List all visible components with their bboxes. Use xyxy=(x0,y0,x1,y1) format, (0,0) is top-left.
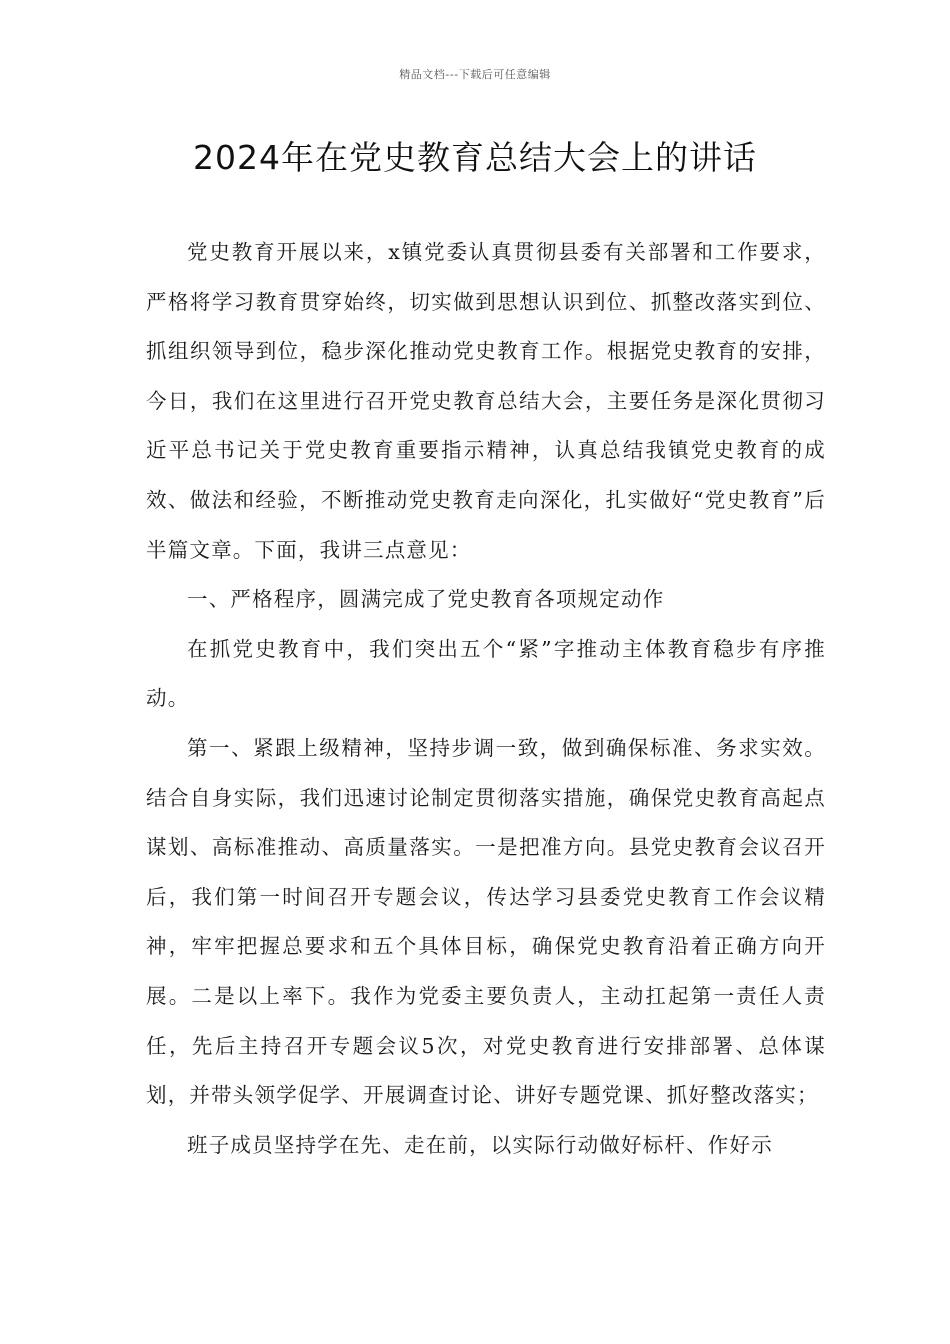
paragraph-team-members: 班子成员坚持学在先、走在前，以实际行动做好标杆、作好示 xyxy=(187,1132,773,1157)
section-heading-1: 一、严格程序，圆满完成了党史教育各项规定动作 xyxy=(187,587,665,612)
header-note: 精品文档---下载后可任意编辑 xyxy=(399,68,551,81)
document-body xyxy=(146,228,826,1170)
document-title: 2024年在党史教育总结大会上的讲话 xyxy=(193,138,757,177)
paragraph-five-points: 在抓党史教育中，我们突出五个“紧”字推动主体教育稳步有序推动。 xyxy=(146,636,826,711)
paragraph-intro: 党史教育开展以来，x镇党委认真贯彻县委有关部署和工作要求，严格将学习教育贯穿始终，切实做到思想认识到位、抓整改落实到位、抓组织领导到位，稳步深化推动党史教育工作。根据党史教育的安排，今日，我们在这里进行召开党史教育总结大会，主要任务是深化贯彻习近平总书记关于党史教育重要指示精神，认真总结我镇党史教育的成效、做法和经验，不断推动党史教育走向深化，扎实做好“党史教育”后半篇文章。下面，我讲三点意见： xyxy=(146,240,826,562)
paragraph-point-one: 第一、紧跟上级精神，坚持步调一致，做到确保标准、务求实效。结合自身实际，我们迅速讨论制定贯彻落实措施，确保党史教育高起点谋划、高标准推动、高质量落实。一是把准方向。县党史教育会议召开后，我们第一时间召开专题会议，传达学习县委党史教育工作会议精神，牢牢把握总要求和五个具体目标，确保党史教育沿着正确方向开展。二是以上率下。我作为党委主要负责人，主动扛起第一责任人责任，先后主持召开专题会议5次，对党史教育进行安排部署、总体谋划，并带头领学促学、开展调查讨论、讲好专题党课、抓好整改落实； xyxy=(146,735,826,1108)
